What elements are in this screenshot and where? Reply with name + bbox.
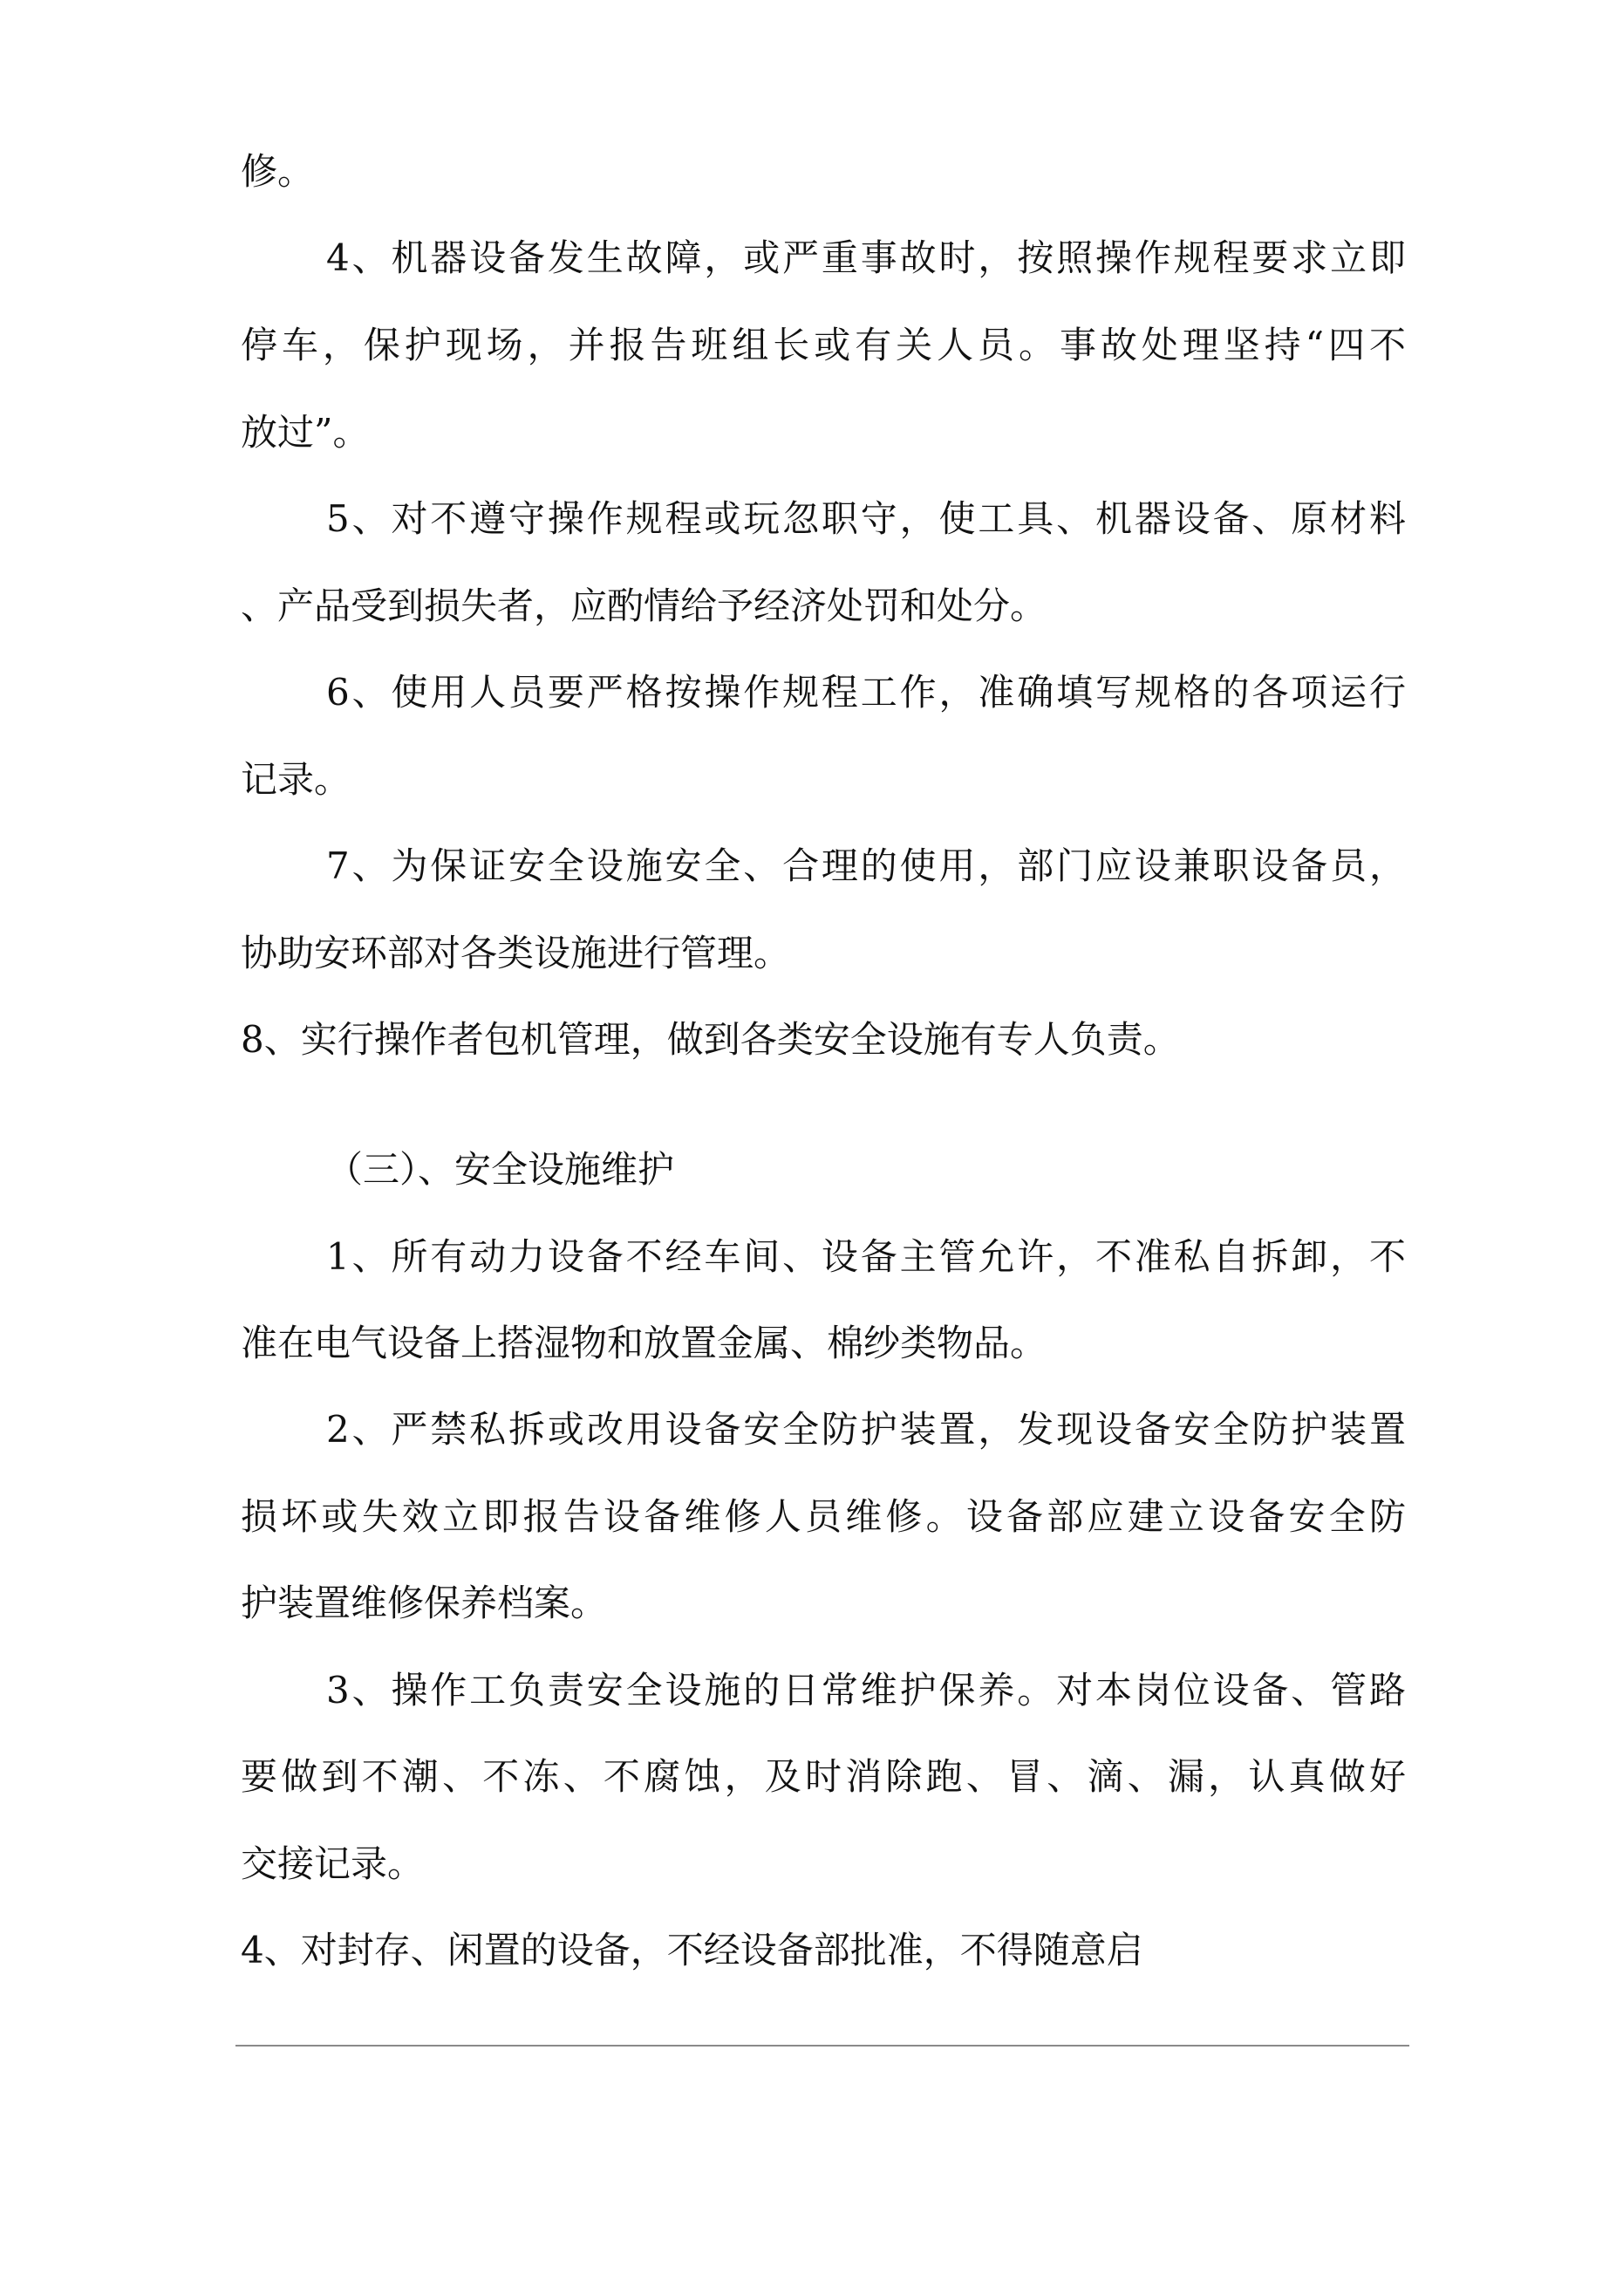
text-line: 损坏或失效立即报告设备维修人员维修。设备部应建立设备安全防 — [241, 1495, 1406, 1538]
text-line: 4、机器设备发生故障，或严重事故时，按照操作规程要求立即 — [326, 236, 1406, 279]
text-line: 4、对封存、闲置的设备，不经设备部批准，不得随意启 — [241, 1929, 1143, 1971]
footer-divider — [235, 2045, 1409, 2047]
text-line: 5、对不遵守操作规程或玩忽职守，使工具、机器设备、原材料 — [326, 497, 1406, 540]
text-line: 、产品受到损失者，应酌情给予经济处罚和处分。 — [241, 584, 1047, 627]
section-heading: （三）、安全设施维护 — [326, 1148, 675, 1191]
text-line: 8、实行操作者包机管理，做到各类安全设施有专人负责。 — [241, 1018, 1180, 1061]
text-line: 交接记录。 — [241, 1842, 425, 1885]
text-line: 修。 — [241, 150, 315, 193]
text-line: 7、为保证安全设施安全、合理的使用，部门应设兼职设备员， — [326, 844, 1406, 887]
text-line: 要做到不潮、不冻、不腐蚀，及时消除跑、冒、滴、漏，认真做好 — [241, 1755, 1406, 1798]
text-line: 3、操作工负责安全设施的日常维护保养。对本岗位设备、管路 — [326, 1669, 1406, 1712]
text-line: 1、所有动力设备不经车间、设备主管允许，不准私自拆卸，不 — [326, 1235, 1406, 1278]
text-line: 协助安环部对各类设施进行管理。 — [241, 932, 791, 974]
text-line: 放过”。 — [241, 411, 370, 454]
text-line: 2、严禁私拆或改用设备安全防护装置，发现设备安全防护装置 — [326, 1408, 1406, 1451]
text-line: 准在电气设备上搭湿物和放置金属、棉纱类物品。 — [241, 1322, 1047, 1364]
text-line: 6、使用人员要严格按操作规程工作，准确填写规格的各项运行 — [326, 671, 1406, 714]
text-line: 记录。 — [241, 758, 351, 801]
text-line: 护装置维修保养档案。 — [241, 1582, 608, 1624]
text-line: 停车，保护现场，并报告班组长或有关人员。事故处理坚持“四不 — [241, 324, 1406, 366]
